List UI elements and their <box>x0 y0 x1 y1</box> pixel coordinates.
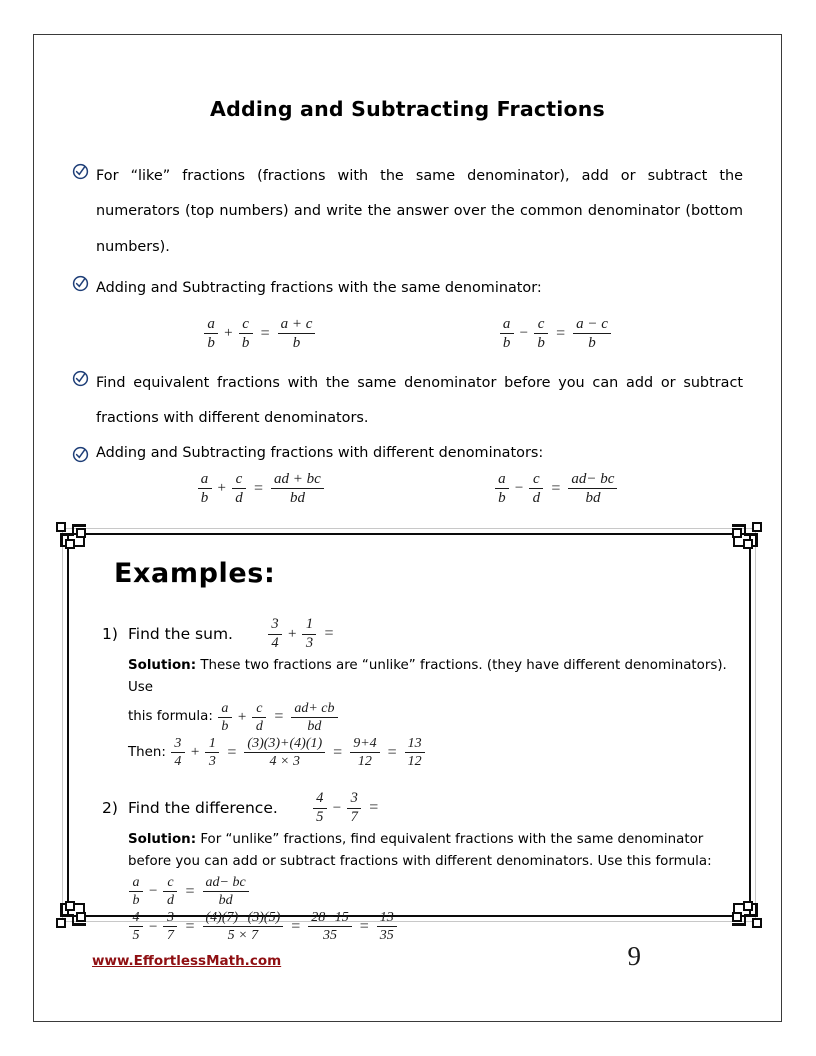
example-1-work-line <box>128 736 730 769</box>
example-1-solution-label: Solution: <box>128 658 197 674</box>
example-2-question <box>102 791 730 825</box>
example-2-solution-label: Solution: <box>128 832 197 848</box>
note-text: Adding and Subtracting fractions with different denominators: <box>96 445 544 462</box>
example-1-formula-line <box>128 701 730 734</box>
formula-same-denominator-addition: $\frac{a}{b}$ + $\frac{c}{b}$ = $\frac{a + c}{b}$ <box>203 316 316 351</box>
example-1-prompt: Find the sum. <box>128 625 233 644</box>
notes-section <box>72 159 743 506</box>
circled-check-icon <box>72 366 96 387</box>
formula-same-denominator-subtraction: $\frac{a}{b}$ − $\frac{c}{b}$ = $\frac{a - c}{b}$ <box>499 316 612 351</box>
example-item-1 <box>102 617 730 769</box>
note-text: For “like” fractions (fractions with the same denominator), add or subtract the numerators (top numbers) and write the answer over the common denominator (bottom numbers). <box>96 168 743 255</box>
example-1-solution-body: These two fractions are “unlike” fractions. (they have different denominators). Use <box>128 658 727 696</box>
page-title: Adding and Subtracting Fractions <box>210 97 605 121</box>
example-1-work: $\frac{3}{4}$ + $\frac{1}{3}$ = $\frac{(3)(3)+(4)(1)}{4 \times 3}$ = $\frac{9+4}{12}$ = $\frac{13}{12}$ <box>170 736 426 769</box>
example-1-formula: $\frac{a}{b}$ + $\frac{c}{d}$ = $\frac{ad+ cb}{bd}$ <box>217 701 339 734</box>
examples-content <box>102 552 730 944</box>
note-item <box>72 366 743 437</box>
example-1-solution <box>128 655 730 769</box>
example-2-formula-line <box>128 875 730 908</box>
ornament-corner-bottom-left <box>56 888 96 928</box>
note-item <box>72 159 743 265</box>
example-2-prompt: Find the difference. <box>128 799 278 818</box>
example-1-work-lead: Then: <box>128 744 166 760</box>
formula-different-denominator-subtraction: $\frac{a}{b}$ − $\frac{c}{d}$ = $\frac{ad- bc}{bd}$ <box>494 471 619 506</box>
circled-check-icon <box>72 442 96 463</box>
example-2-expression: $\frac{4}{5}$ − $\frac{3}{7}$ = <box>312 791 386 825</box>
example-2-solution-text <box>128 829 730 872</box>
circled-check-icon <box>72 271 96 292</box>
formula-row-same-denominator <box>72 316 743 351</box>
example-1-question <box>102 617 730 651</box>
page-footer <box>92 935 723 985</box>
example-2-number: 2) <box>102 799 118 818</box>
note-item <box>72 442 743 465</box>
example-2-work: $\frac{4}{5}$ − $\frac{3}{7}$ = $\frac{(4)(7)-(3)(5)}{5 \times 7}$ = $\frac{28-15}{35}$ = $\frac{13}{35}$ <box>128 910 398 943</box>
note-text: Find equivalent fractions with the same denominator before you can add or subtract fractions with different denominators. <box>96 374 743 426</box>
formula-different-denominator-addition: $\frac{a}{b}$ + $\frac{c}{d}$ = $\frac{ad + bc}{bd}$ <box>197 471 325 506</box>
formula-row-different-denominator <box>72 471 743 506</box>
example-2-solution <box>128 829 730 943</box>
page-number: 9 <box>627 941 641 971</box>
example-1-solution-text <box>128 655 730 698</box>
example-2-formula: $\frac{a}{b}$ − $\frac{c}{d}$ = $\frac{ad- bc}{bd}$ <box>128 875 250 908</box>
example-2-solution-body: For “unlike” fractions, find equivalent fractions with the same denominator before you can add or subtract fractions with different denominators. Use this formula: <box>128 832 712 870</box>
example-1-expression: $\frac{3}{4}$ + $\frac{1}{3}$ = <box>267 617 341 651</box>
example-item-2 <box>102 791 730 943</box>
document-page <box>33 34 782 1022</box>
example-1-number: 1) <box>102 625 118 644</box>
note-item <box>72 271 743 306</box>
examples-box <box>54 520 764 944</box>
ornament-corner-top-left <box>56 522 96 562</box>
examples-heading: Examples: <box>114 558 276 589</box>
circled-check-icon <box>72 159 96 180</box>
example-1-formula-lead: this formula: <box>128 709 213 725</box>
note-text: Adding and Subtracting fractions with the same denominator: <box>96 279 542 296</box>
website-link[interactable]: www.EffortlessMath.com <box>92 953 282 969</box>
